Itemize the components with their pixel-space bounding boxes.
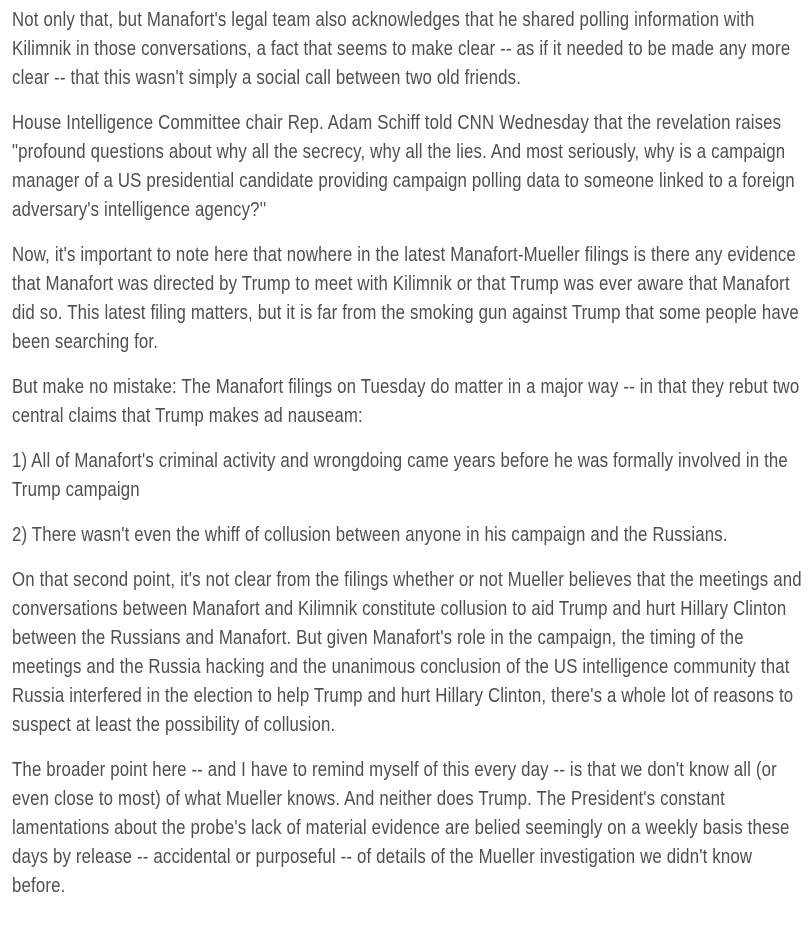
paragraph-list-item: 1) All of Manafort's criminal activity and wrongdoing came years before he was formally involved in the Trump campaign xyxy=(12,450,788,501)
paragraph: House Intelligence Committee chair Rep. Adam Schiff told CNN Wednesday that the revelation raises "profound questions about why all the secrecy, why all the lies. And most seriously, why is a campaign manager of a US presidential candidate providing campaign polling data to someone linked to a foreign adversary's intelligence agency?'' xyxy=(12,112,795,221)
paragraph: But make no mistake: The Manafort filings on Tuesday do matter in a major way -- in that they rebut two central claims that Trump makes ad nauseam: xyxy=(12,376,800,427)
article-text-column xyxy=(12,6,809,901)
paragraph: Now, it's important to note here that nowhere in the latest Manafort-Mueller filings is there any evidence that Manafort was directed by Trump to meet with Kilimnik or that Trump was ever aware that Manafort did so. This latest filing matters, but it is far from the smoking gun against Trump that some people have been searching for. xyxy=(12,244,799,353)
paragraph: On that second point, it's not clear from the filings whether or not Mueller believes that the meetings and conversations between Manafort and Kilimnik constitute collusion to aid Trump and hurt Hillary Clinton between the Russians and Manafort. But given Manafort's role in the campaign, the timing of the meetings and the Russia hacking and the unanimous conclusion of the US intelligence community that Russia interfered in the election to help Trump and hurt Hillary Clinton, there's a whole lot of reasons to suspect at least the possibility of collusion. xyxy=(12,569,802,736)
paragraph-list-item: 2) There wasn't even the whiff of collusion between anyone in his campaign and the Russians. xyxy=(12,524,728,546)
paragraph: Not only that, but Manafort's legal team also acknowledges that he shared polling information with Kilimnik in those conversations, a fact that seems to make clear -- as if it needed to be made any more clear -- that this wasn't simply a social call between two old friends. xyxy=(12,9,791,89)
paragraph: The broader point here -- and I have to remind myself of this every day -- is that we don't know all (or even close to most) of what Mueller knows. And neither does Trump. The President's constant lamentations about the probe's lack of material evidence are belied seemingly on a weekly basis these days by release -- accidental or purposeful -- of details of the Mueller investigation we didn't know before. xyxy=(12,759,790,897)
